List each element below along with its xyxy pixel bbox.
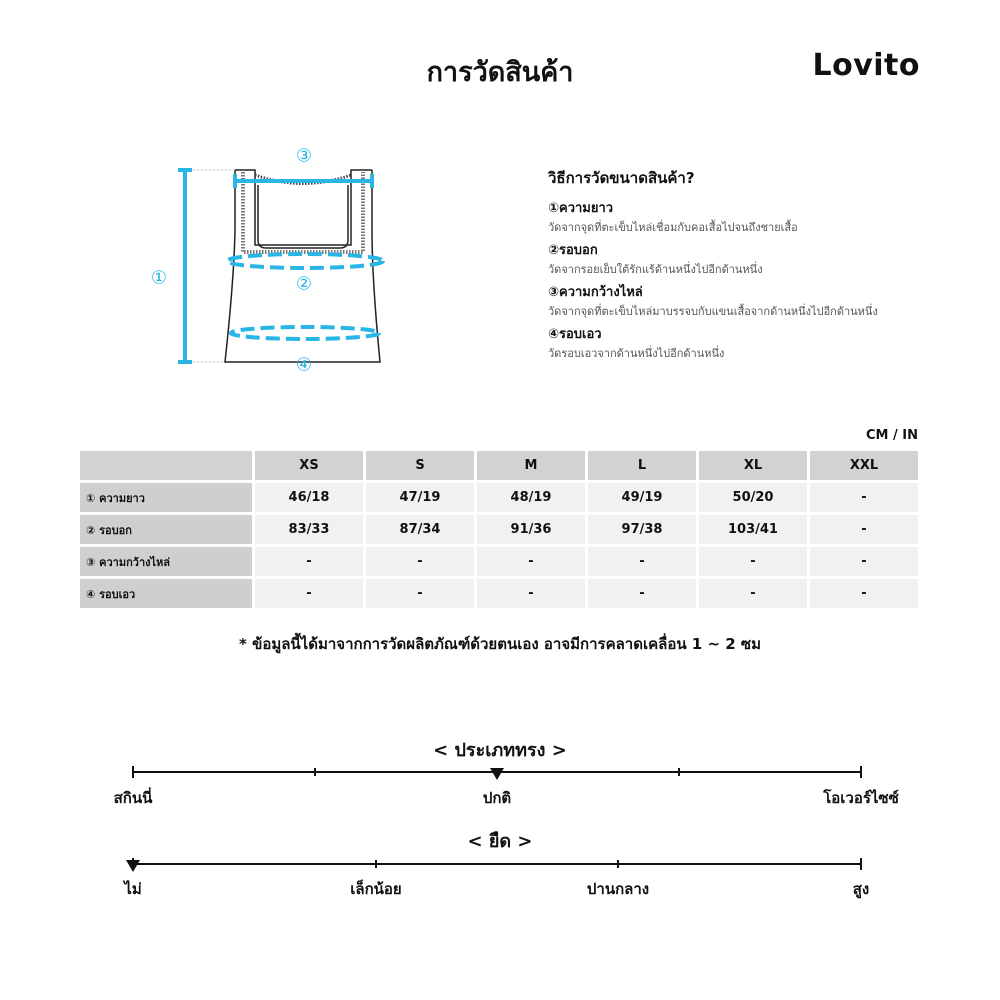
bust-measure-ellipse	[227, 254, 383, 268]
marker-waist: ④	[295, 354, 313, 376]
size-header: S	[366, 451, 474, 480]
guide-item-desc: วัดจากจุดที่ตะเข็บไหล่เชื่อมกับคอเสื้อไปจนถึงชายเสื้อ	[548, 221, 798, 234]
table-cell: -	[588, 547, 696, 576]
guide-item-name: ③ความกว้างไหล่	[548, 285, 643, 300]
guide-item	[548, 240, 968, 279]
waist-measure-ellipse	[231, 327, 379, 339]
table-cell: -	[366, 547, 474, 576]
page-title: การวัดสินค้า	[426, 57, 574, 88]
table-corner	[80, 451, 252, 480]
table-header-row	[80, 451, 918, 480]
marker-length: ①	[150, 267, 168, 289]
table-cell: 91/36	[477, 515, 585, 544]
guide-item	[548, 324, 968, 363]
stretch-label-medium: ปานกลาง	[586, 880, 650, 898]
guide-item-name: ④รอบเอว	[548, 327, 602, 342]
fit-label-skinny: สกินนี่	[113, 789, 153, 807]
guide-item-name: ①ความยาว	[548, 201, 614, 216]
guide-item-desc: วัดรอบเอวจากด้านหนึ่งไปอีกด้านหนึ่ง	[548, 347, 725, 360]
marker-bust: ②	[295, 273, 313, 295]
fit-scale-title: < ประเภททรง >	[433, 740, 567, 761]
size-header: XL	[699, 451, 807, 480]
tank-top-measurement-diagram	[140, 140, 400, 385]
stretch-label-none: ไม่	[124, 880, 142, 898]
fit-indicator-icon	[490, 768, 504, 780]
table-cell: -	[810, 515, 918, 544]
size-header: M	[477, 451, 585, 480]
table-cell: 46/18	[255, 483, 363, 512]
stretch-scale-bar	[0, 852, 1000, 882]
table-cell: -	[477, 579, 585, 608]
table-cell: 47/19	[366, 483, 474, 512]
stretch-scale-title: < ยืด >	[467, 831, 533, 852]
table-row	[80, 547, 918, 576]
table-cell: -	[810, 547, 918, 576]
table-cell: -	[699, 547, 807, 576]
row-label: ③ ความกว้างไหล่	[80, 547, 252, 576]
table-cell: 97/38	[588, 515, 696, 544]
table-cell: 87/34	[366, 515, 474, 544]
marker-shoulder: ③	[295, 145, 313, 167]
table-cell: -	[255, 547, 363, 576]
table-cell: 83/33	[255, 515, 363, 544]
table-row	[80, 483, 918, 512]
table-cell: -	[588, 579, 696, 608]
size-header: XXL	[810, 451, 918, 480]
length-measure-line	[178, 170, 192, 362]
table-cell: 103/41	[699, 515, 807, 544]
stretch-label-slight: เล็กน้อย	[350, 880, 402, 898]
fit-label-regular: ปกติ	[482, 789, 512, 807]
stretch-label-high: สูง	[852, 880, 870, 898]
table-row	[80, 515, 918, 544]
row-label: ① ความยาว	[80, 483, 252, 512]
table-cell: -	[477, 547, 585, 576]
unit-label: CM / IN	[866, 428, 918, 443]
stretch-indicator-icon	[126, 860, 140, 872]
guide-item	[548, 282, 968, 321]
measurement-note: * ข้อมูลนี้ได้มาจากการวัดผลิตภัณฑ์ด้วยตนเอง อาจมีการคลาดเคลื่อน 1 ~ 2 ซม	[239, 635, 761, 653]
row-label: ④ รอบเอว	[80, 579, 252, 608]
guide-item	[548, 198, 968, 237]
size-header: XS	[255, 451, 363, 480]
row-label: ② รอบอก	[80, 515, 252, 544]
table-cell: -	[366, 579, 474, 608]
measurement-guide	[548, 166, 968, 366]
guide-item-desc: วัดจากรอยเย็บใต้รักแร้ด้านหนึ่งไปอีกด้านหนึ่ง	[548, 263, 763, 276]
size-table	[77, 448, 921, 611]
table-cell: -	[699, 579, 807, 608]
table-cell: -	[810, 579, 918, 608]
size-header: L	[588, 451, 696, 480]
table-row	[80, 579, 918, 608]
guide-item-desc: วัดจากจุดที่ตะเข็บไหล่มาบรรจบกับแขนเสื้อจากด้านหนึ่งไปอีกด้านหนึ่ง	[548, 305, 878, 318]
table-cell: 48/19	[477, 483, 585, 512]
table-cell: 49/19	[588, 483, 696, 512]
fit-label-oversize: โอเวอร์ไซซ์	[823, 789, 899, 807]
table-cell: 50/20	[699, 483, 807, 512]
table-cell: -	[810, 483, 918, 512]
guide-title: วิธีการวัดขนาดสินค้า?	[548, 169, 695, 187]
guide-item-name: ②รอบอก	[548, 243, 598, 258]
table-cell: -	[255, 579, 363, 608]
brand-logo: Lovito	[812, 48, 920, 83]
